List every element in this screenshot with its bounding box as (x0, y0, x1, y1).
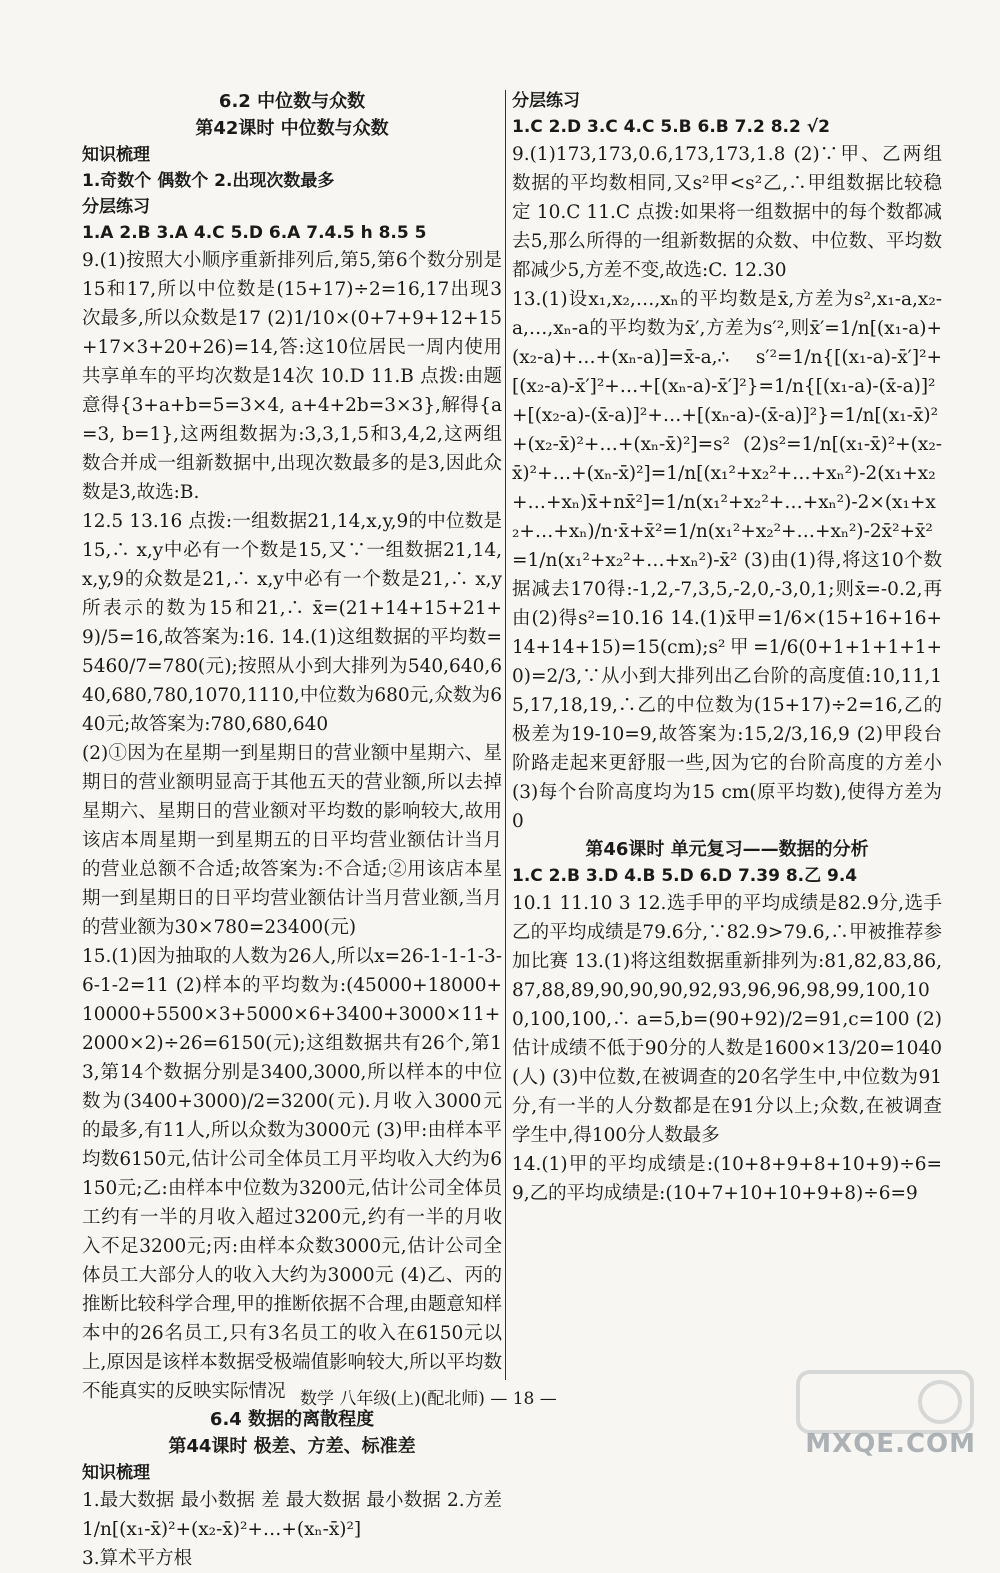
answer-paragraph: 9.(1)按照大小顺序重新排列后,第5,第6个数分别是15和17,所以中位数是(15+17)÷2=16,17出现3次最多,所以众数是17 (2)1/10×(0+7+9+12+15+17×3+20+26)=14,答:这10位居民一周内使用共享单车的平均次数是14次 10.D 11.B 点拨:由题意得{3+a+b=5=3×4, a+4+2b=3×3},解得{a=3, b=1},这两组数据为:3,3,1,5和3,4,2,这两组数合并成一组新数据中,出现次数最多的是3,因此众数是3,故选:B. (82, 250, 502, 503)
answer-paragraph: 9.(1)173,173,0.6,173,173,1.8 (2)∵甲、乙两组数据的平均数相同,又s²甲<s²乙,∴甲组数据比较稳定 10.C 11.C 点拨:如果将一组数据中的每个数都减去5,那么所得的一组新数据的众数、中位数、平均数都减少5,方差不变,故选:C. 12.30 (512, 144, 942, 281)
answer-paragraph: 10.1 11.10 3 12.选手甲的平均成绩是82.9分,选手乙的平均成绩是79.6分,∵82.9>79.6,∴甲被推荐参加比赛 13.(1)将这组数据重新排列为:81,82,83,86,87,88,89,90,90,90,92,93,96,96,98,99,100,100,100,100,∴ a=5,b=(90+92)/2=91,c=100 (2)估计成绩不低于90分的人数是1600×13/20=1040(人) (3)中位数,在被调查的20名学生中,中位数为91分,有一半的人分数都是在91分以上;众数,在被调查学生中,得100分人数最多 (512, 893, 942, 1146)
practice-answers: 1.A 2.B 3.A 4.C 5.D 6.A 7.4.5 h 8.5 5 (82, 223, 427, 243)
answer-paragraph: 12.5 13.16 点拨:一组数据21,14,x,y,9的中位数是15,∴ x,y中必有一个数是15,又∵一组数据21,14,x,y,9的众数是21,∴ x,y中必有一个数是21,∴ x,y所表示的数为15和21,∴ x̄=(21+14+15+21+9)/5=16,故答案为:16. 14.(1)这组数据的平均数=5460/7=780(元);按照从小到大排列为540,640,640,680,780,1070,1110,中位数为680元,众数为640元;故答案为:780,680,640 (82, 511, 502, 735)
lesson-46-title: 第46课时 单元复习——数据的分析 (585, 839, 869, 860)
practice-heading: 分层练习 (512, 91, 580, 111)
practice-answers: 1.C 2.D 3.C 4.C 5.B 6.B 7.2 8.2 √2 (512, 117, 830, 137)
answer-paragraph: 15.(1)因为抽取的人数为26人,所以x=26-1-1-1-3-6-1-2=11 (2)样本的平均数为:(45000+18000+10000+5500×3+5000×6+3400+3000×11+2000×2)÷26=6150(元);这组数据共有26个,第13,第14个数据分别是3400,3000,所以样本的中位数为(3400+3000)/2=3200(元).月收入3000元的最多,有11人,所以众数为3000元 (3)甲:由样本平均数6150元,估计公司全体员工月平均收入大约为6150元;乙:由样本中位数为3200元,估计公司全体员工约有一半的月收入超过3200元,约有一半的月收入不足3200元;丙:由样本众数3000元,估计公司全体员工大部分人的收入大约为3000元 (4)乙、丙的推断比较科学合理,甲的推断依据不合理,由题意知样本中的26名员工,只有3名员工的收入在6150元以上,原因是该样本数据受极端值影响较大,所以平均数不能真实的反映实际情况 (82, 946, 502, 1402)
left-column (82, 88, 502, 1573)
knowledge-answers: 1.奇数个 偶数个 2.出现次数最多 (82, 171, 335, 191)
lesson-44-title: 第44课时 极差、方差、标准差 (168, 1436, 416, 1457)
column-divider (505, 90, 506, 1380)
section-title-6-4: 6.4 数据的离散程度 (209, 1409, 375, 1430)
section-title-6-2: 6.2 中位数与众数 (218, 91, 366, 112)
answer-paragraph: 14.(1)甲的平均成绩是:(10+8+9+8+10+9)÷6=9,乙的平均成绩是:(10+7+10+10+9+8)÷6=9 (512, 1154, 942, 1204)
knowledge-answers: 1.最大数据 最小数据 差 最大数据 最小数据 2.方差 1/n[(x₁-x̄)²+(x₂-x̄)²+…+(xₙ-x̄)²] (82, 1490, 502, 1540)
lesson-42-title: 第42课时 中位数与众数 (195, 118, 389, 139)
knowledge-heading: 知识梳理 (82, 145, 150, 165)
knowledge-heading: 知识梳理 (82, 1463, 150, 1483)
knowledge-answers: 3.算术平方根 (82, 1548, 193, 1569)
watermark-text: MXQE.COM (805, 1429, 976, 1459)
page-footer: 数学 八年级(上)(配北师) — 18 — (300, 1389, 557, 1409)
review-answers: 1.C 2.B 3.D 4.B 5.D 6.D 7.39 8.乙 9.4 (512, 866, 858, 886)
answer-paragraph: 13.(1)设x₁,x₂,…,xₙ的平均数是x̄,方差为s²,x₁-a,x₂-a,…,xₙ-a的平均数为x̄′,方差为s′²,则x̄′=1/n[(x₁-a)+(x₂-a)+…+(xₙ-a)]=x̄-a,∴ s′²=1/n{[(x₁-a)-x̄′]²+[(x₂-a)-x̄′]²+…+[(xₙ-a)-x̄′]²}=1/n{[(x₁-a)-(x̄-a)]²+[(x₂-a)-(x̄-a)]²+…+[(xₙ-a)-(x̄-a)]²}=1/n[(x₁-x̄)²+(x₂-x̄)²+…+(xₙ-x̄)²]=s² (2)s²=1/n[(x₁-x̄)²+(x₂-x̄)²+…+(xₙ-x̄)²]=1/n[(x₁²+x₂²+…+xₙ²)-2(x₁+x₂+…+xₙ)x̄+nx̄²]=1/n(x₁²+x₂²+…+xₙ²)-2×(x₁+x₂+…+xₙ)/n·x̄+x̄²=1/n(x₁²+x₂²+…+xₙ²)-2x̄²+x̄²=1/n(x₁²+x₂²+…+xₙ²)-x̄² (3)由(1)得,将这10个数据减去170得:-1,2,-7,3,5,-2,0,-3,0,1;则x̄=-0.2,再由(2)得s²=10.16 14.(1)x̄甲=1/6×(15+16+16+14+14+15)=15(cm);s²甲=1/6(0+1+1+1+1+0)=2/3,∵从小到大排列出乙台阶的高度值:10,11,15,17,18,19,∴乙的中位数为(15+17)÷2=16,乙的极差为19-10=9,故答案为:15,2/3,16,9 (2)甲段台阶路走起来更舒服一些,因为它的台阶高度的方差小 (3)每个台阶高度均为15 cm(原平均数),使得方差为0 (512, 289, 942, 832)
practice-heading: 分层练习 (82, 197, 150, 217)
right-column (512, 88, 942, 1208)
answer-paragraph: (2)①因为在星期一到星期日的营业额中星期六、星期日的营业额明显高于其他五天的营业额,所以去掉星期六、星期日的营业额对平均数的影响较大,故用该店本周星期一到星期五的日平均营业额估计当月的营业总额不合适;故答案为:不合适;②用该店本星期一到星期日的日平均营业额估计当月营业额,当月的营业额为30×780=23400(元) (82, 743, 502, 938)
